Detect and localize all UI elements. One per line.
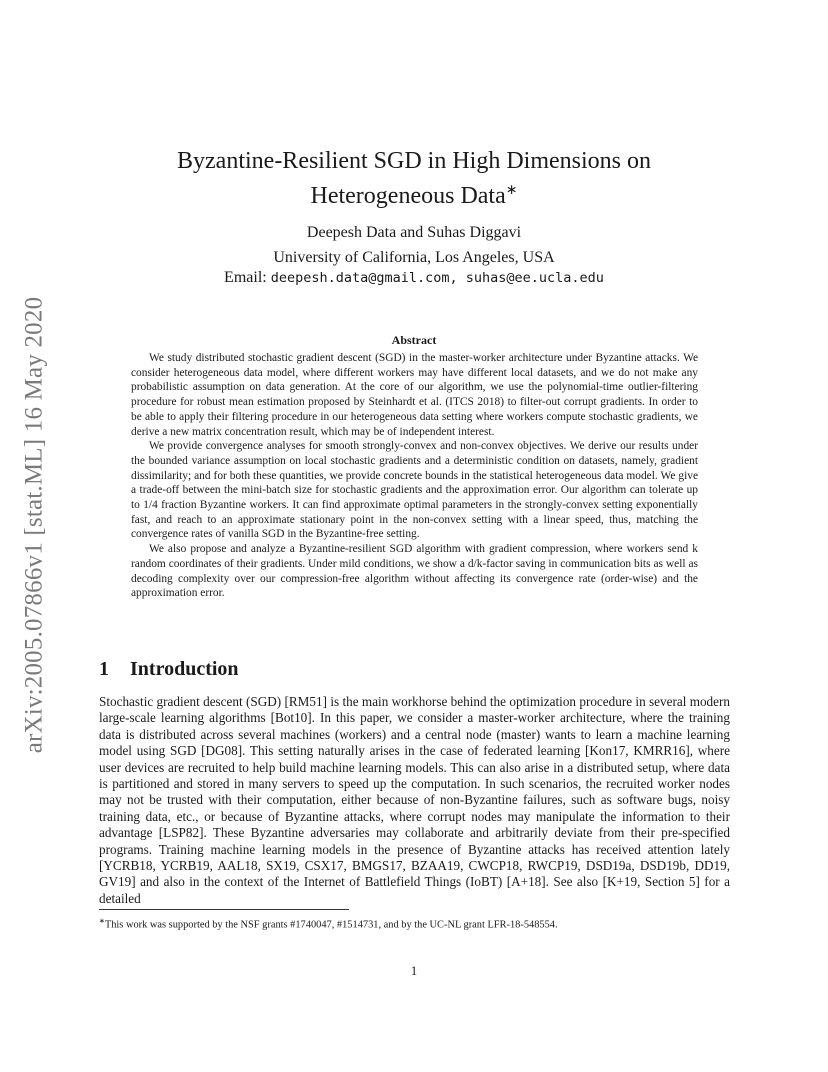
email-line — [0, 268, 828, 288]
paper-title — [0, 146, 828, 211]
abstract-paragraph-1: We study distributed stochastic gradient descent (SGD) in the master-worker architecture under Byzantine attacks. We consider heterogeneous data model, where different workers may have different local datasets, and we do not make any probabilistic assumption on data generation. At the core of our algorithm, we use the polynomial-time outlier-filtering procedure for robust mean estimation proposed by Steinhardt et al. (ITCS 2018) to filter-out corrupt gradients. In order to be able to apply their filtering procedure in our heterogeneous data setting where workers compute stochastic gradients, we derive a new matrix concentration result, which may be of independent interest. — [131, 352, 698, 438]
footnote-text: This work was supported by the NSF grants #1740047, #1514731, and by the UC-NL grant LFR-18-548554. — [104, 919, 558, 931]
abstract-heading: Abstract — [391, 333, 437, 347]
title-footnote-marker: ∗ — [505, 183, 518, 198]
affiliation: University of California, Los Angeles, USA — [273, 249, 555, 266]
email-label: Email: — [224, 269, 267, 286]
affiliation-block — [0, 248, 828, 288]
footnote-rule — [99, 909, 349, 910]
introduction-body — [99, 694, 730, 907]
section-title: Introduction — [130, 658, 239, 680]
authors: Deepesh Data and Suhas Diggavi — [306, 224, 522, 241]
footnote-marker: ∗ — [99, 917, 105, 925]
page-number: 1 — [410, 963, 418, 978]
section-number: 1 — [99, 658, 109, 680]
section-heading — [99, 658, 239, 681]
abstract-paragraph-3: We also propose and analyze a Byzantine-resilient SGD algorithm with gradient compression, where workers send k random coordinates of their gradients. Under mild conditions, we show a d/k-factor saving in communication bits as well as decoding complexity over our compression-free algorithm without affecting its convergence rate (order-wise) and the approximation error. — [131, 543, 698, 600]
abstract — [131, 351, 698, 601]
abstract-paragraph-2: We provide convergence analyses for smooth strongly-convex and non-convex objectives. We derive our results under the bounded variance assumption on local stochastic gradients and a deterministic condition on datasets, namely, gradient dissimilarity; and for both these quantities, we provide concrete bounds in the statistical heterogeneous data model. We give a trade-off between the mini-batch size for stochastic gradients and the approximation error. Our algorithm can tolerate up to 1/4 fraction Byzantine workers. It can find approximate optimal parameters in the strongly-convex setting exponentially fast, and reach to an approximate stationary point in the non-convex setting with a linear speed, thus, matching the convergence rates of vanilla SGD in the Byzantine-free setting. — [131, 440, 698, 541]
introduction-paragraph: Stochastic gradient descent (SGD) [RM51] is the main workhorse behind the optimization procedure in several modern large-scale learning algorithms [Bot10]. In this paper, we consider a master-worker architecture, where the training data is distributed across several machines (workers) and a central node (master) wants to learn a machine learning model using SGD [DG08]. This setting naturally arises in the case of federated learning [Kon17, KMRR16], where user devices are recruited to help build machine learning models. This can also arise in a distributed setup, where data is partitioned and stored in many servers to speed up the computation. In such scenarios, the recruited worker nodes may not be trusted with their computation, either because of non-Byzantine failures, such as software bugs, noisy training data, etc., or because of Byzantine attacks, where corrupt nodes may manipulate the information to their advantage [LSP82]. These Byzantine adversaries may collaborate and arbitrarily deviate from their pre-specified programs. Training machine learning models in the presence of Byzantine attacks has received attention lately [YCRB18, YCRB19, AAL18, SX19, CSX17, BMGS17, BZAA19, CWCP18, RWCP19, DSD19a, DSD19b, DD19, GV19] and also in the context of the Internet of Battlefield Things (IoBT) [A+18]. See also [K+19, Section 5] for a detailed — [99, 694, 730, 906]
title-line-1: Byzantine-Resilient SGD in High Dimensions on — [177, 148, 651, 174]
title-line-2: Heterogeneous Data — [310, 183, 506, 209]
arxiv-identifier: arXiv:2005.07866v1 [stat.ML] 16 May 2020 — [20, 296, 47, 754]
email-addresses: deepesh.data@gmail.com, suhas@ee.ucla.edu — [270, 270, 604, 286]
footnote — [99, 915, 730, 931]
